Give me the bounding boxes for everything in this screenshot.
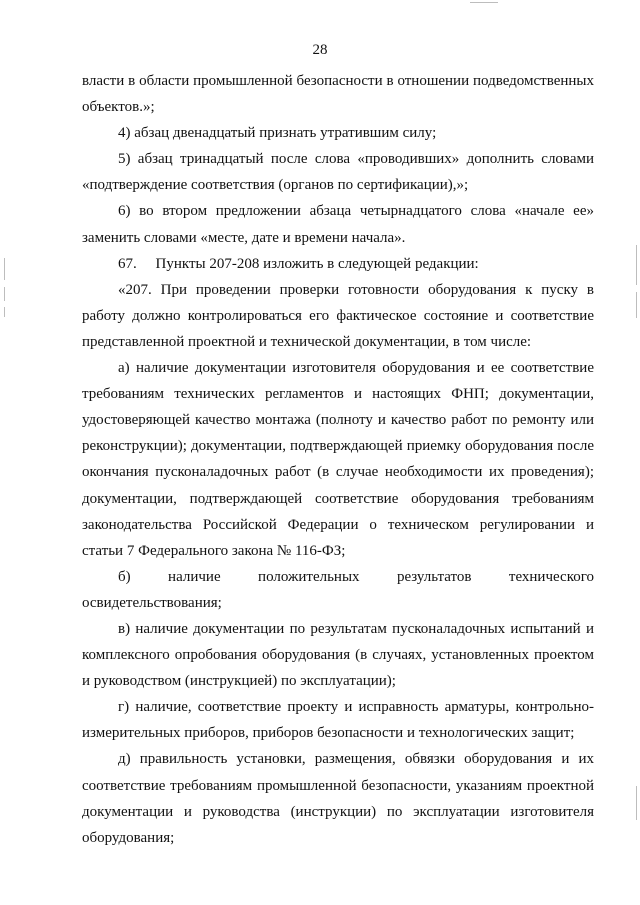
document-body xyxy=(82,68,594,851)
paragraph-subitem-b: б) наличие положительных результатов технического освидетельствования; xyxy=(82,568,594,611)
scan-artifact-left xyxy=(4,258,5,280)
paragraph-item-5: 5) абзац тринадцатый после слова «проводивших» дополнить словами «подтверждение соответствия (органов по сертификации),»; xyxy=(82,151,594,194)
paragraph-subitem-v: в) наличие документации по результатам пусконаладочных испытаний и комплексного опробования оборудования (в случаях, установленных проектом и руководством (инструкцией) по эксплуатации); xyxy=(82,620,594,690)
scan-artifact-right xyxy=(636,786,637,820)
paragraph-continuation: власти в области промышленной безопасности в отношении подведомственных объектов.»; xyxy=(82,73,594,116)
scan-artifact-left xyxy=(4,287,5,301)
scan-artifact-right xyxy=(636,292,637,318)
scan-artifact-top xyxy=(470,2,498,3)
paragraph-section-67: 67. Пункты 207-208 изложить в следующей редакции: xyxy=(118,255,479,272)
paragraph-clause-207: «207. При проведении проверки готовности оборудования к пуску в работу должно контролироваться его фактическое состояние и соответствие представленной проектной и технической документации, в том числе: xyxy=(82,281,594,350)
paragraph-item-6: 6) во втором предложении абзаца четырнадцатого слова «начале ее» заменить словами «месте, дате и времени начала». xyxy=(82,203,594,246)
scan-artifact-right xyxy=(636,245,637,285)
paragraph-subitem-d: д) правильность установки, размещения, обвязки оборудования и их соответствие требованиям промышленной безопасности, указаниям проектной документации и руководства (инструкции) по эксплуатации изготовителя оборудования; xyxy=(82,751,594,846)
page-number: 28 xyxy=(312,42,328,58)
paragraph-item-4: 4) абзац двенадцатый признать утратившим силу; xyxy=(118,125,437,142)
paragraph-subitem-a: а) наличие документации изготовителя оборудования и ее соответствие требованиям технических регламентов и настоящих ФНП; документации, удостоверяющей качество монтажа (полноту и качество работ по ремонту или реконструкции); документации, подтверждающей приемку оборудования после окончания пусконаладочных работ (в случае необходимости их проведения); документации, подтверждающей соответствие оборудования требованиям законодательства Российской Федерации о техническом регулировании и статьи 7 Федерального закона № 116-ФЗ; xyxy=(82,360,594,559)
paragraph-subitem-g: г) наличие, соответствие проекту и исправность арматуры, контрольно-измерительных приборов, приборов безопасности и технологических защит; xyxy=(82,699,594,742)
scan-artifact-left xyxy=(4,307,5,317)
